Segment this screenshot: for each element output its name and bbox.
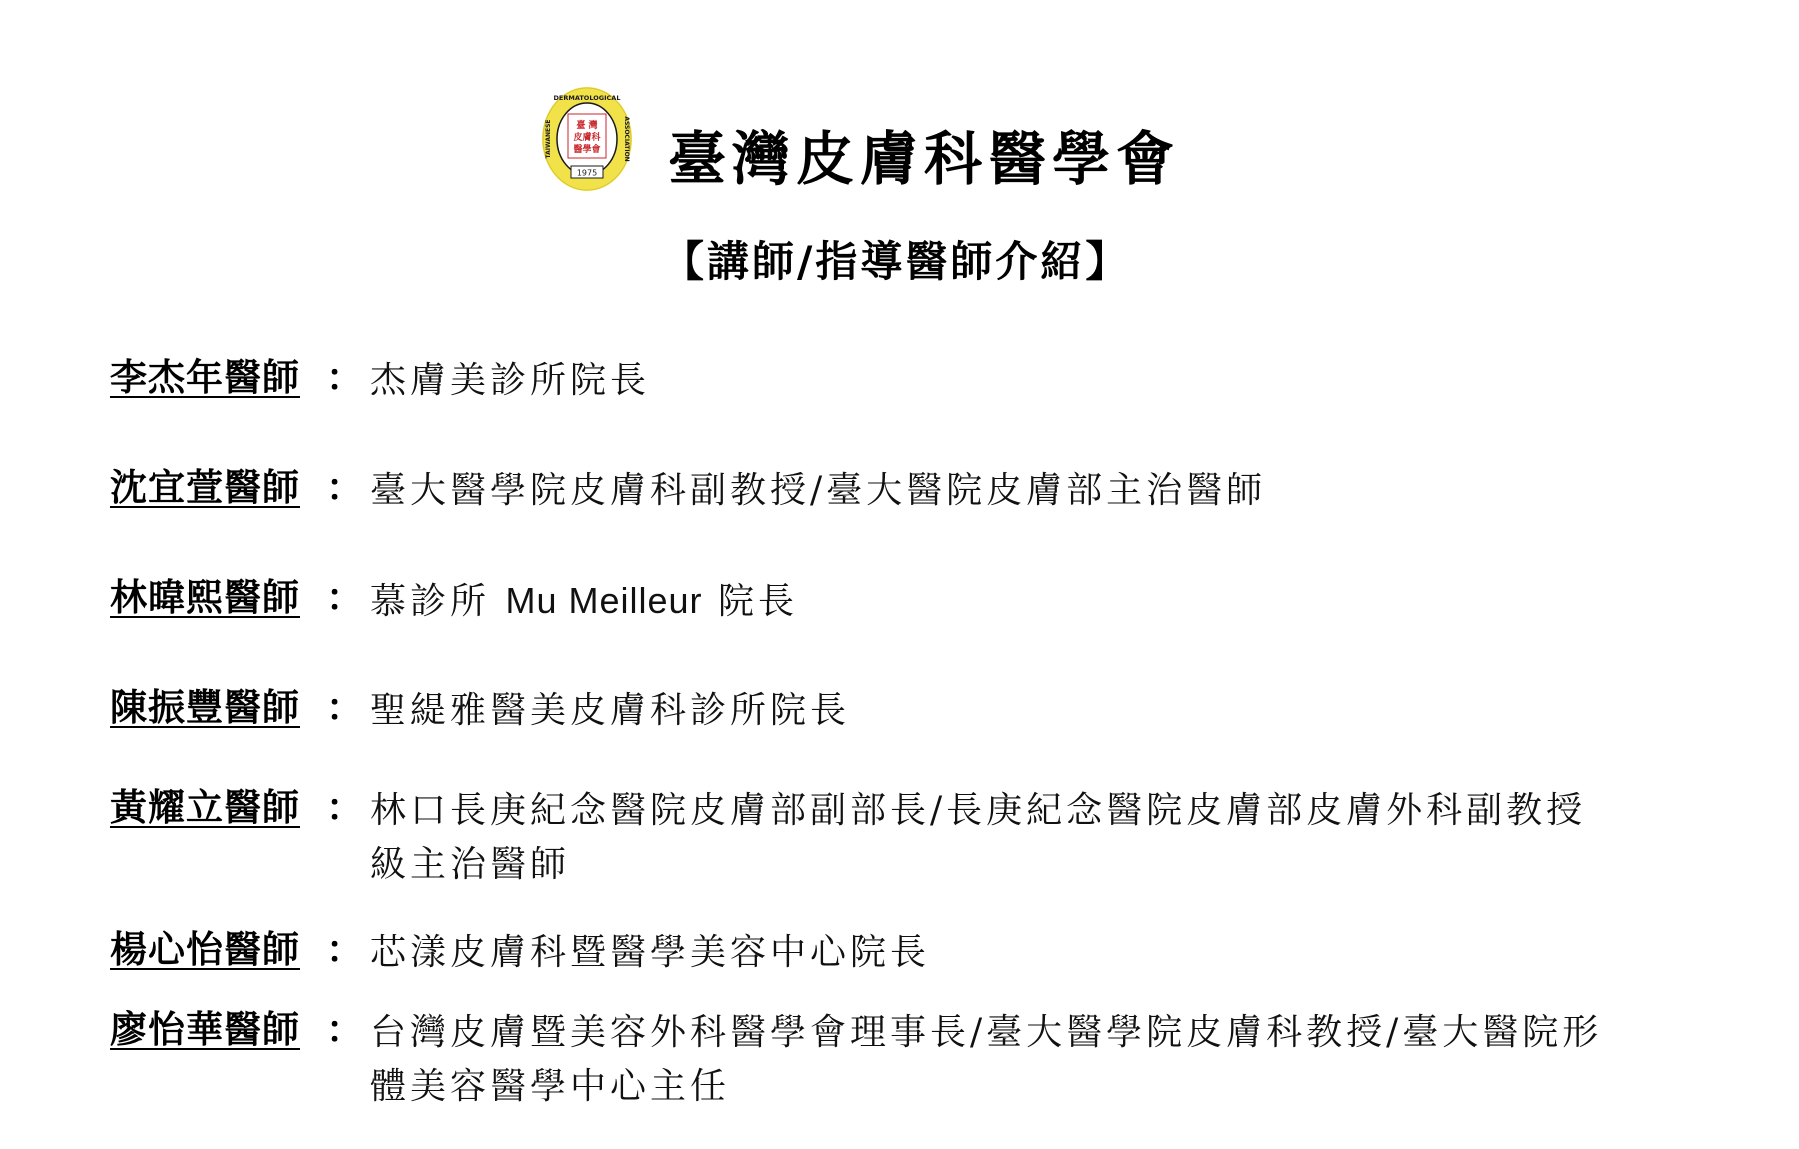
instructor-description: 聖緹雅醫美皮膚科診所院長 — [370, 690, 851, 731]
description-prefix: 慕診所 — [370, 581, 506, 622]
instructor-description: 杰膚美診所院長 — [370, 360, 651, 401]
logo-ring-left: TAIWANESE — [545, 119, 552, 159]
instructor-name: 黃耀立醫師 — [110, 786, 300, 829]
name-colon: ： — [326, 1008, 363, 1051]
instructor-description: 臺大醫學院皮膚科副教授/臺大醫院皮膚部主治醫師 — [370, 470, 1267, 511]
name-colon: ： — [326, 686, 363, 729]
organization-title: 臺灣皮膚科醫學會 — [668, 125, 1181, 193]
document-subtitle: 【講師/指導醫師介紹】 — [662, 237, 1131, 286]
instructor-name: 林暐熙醫師 — [110, 576, 300, 619]
instructor-name: 廖怡華醫師 — [110, 1008, 300, 1051]
name-colon: ： — [326, 786, 363, 829]
name-colon: ： — [326, 466, 363, 509]
description-line: 級主治醫師 — [370, 844, 571, 885]
name-colon: ： — [326, 576, 363, 619]
instructor-description: 芯漾皮膚科暨醫學美容中心院長 — [370, 932, 931, 973]
logo-ring-top: DERMATOLOGICAL — [553, 94, 621, 102]
name-colon: ： — [326, 928, 363, 971]
instructor-name: 陳振豐醫師 — [110, 686, 300, 729]
logo-seal-line-3: 醫學會 — [573, 145, 601, 155]
description-line: 體美容醫學中心主任 — [370, 1066, 731, 1107]
instructor-description — [370, 1006, 1790, 1114]
instructor-description — [370, 574, 1790, 629]
instructor-description — [370, 784, 1790, 892]
instructor-name: 李杰年醫師 — [110, 356, 300, 399]
description-suffix: 院長 — [702, 581, 798, 622]
description-line: 林口長庚紀念醫院皮膚部副部長/長庚紀念醫院皮膚部皮膚外科副教授 — [370, 790, 1587, 831]
instructor-name: 沈宜萱醫師 — [110, 466, 300, 509]
description-line: 台灣皮膚暨美容外科醫學會理事長/臺大醫學院皮膚科教授/臺大醫院形 — [370, 1012, 1603, 1053]
description-latin: Mu Meilleur — [505, 580, 703, 621]
logo-seal-line-1: 臺 灣 — [576, 121, 598, 131]
logo-seal-line-2: 皮膚科 — [573, 133, 601, 143]
logo-year: 1975 — [576, 168, 598, 178]
logo-ring-right: ASSOCIATION — [623, 116, 630, 162]
name-colon: ： — [326, 356, 363, 399]
instructor-name: 楊心怡醫師 — [110, 928, 300, 971]
